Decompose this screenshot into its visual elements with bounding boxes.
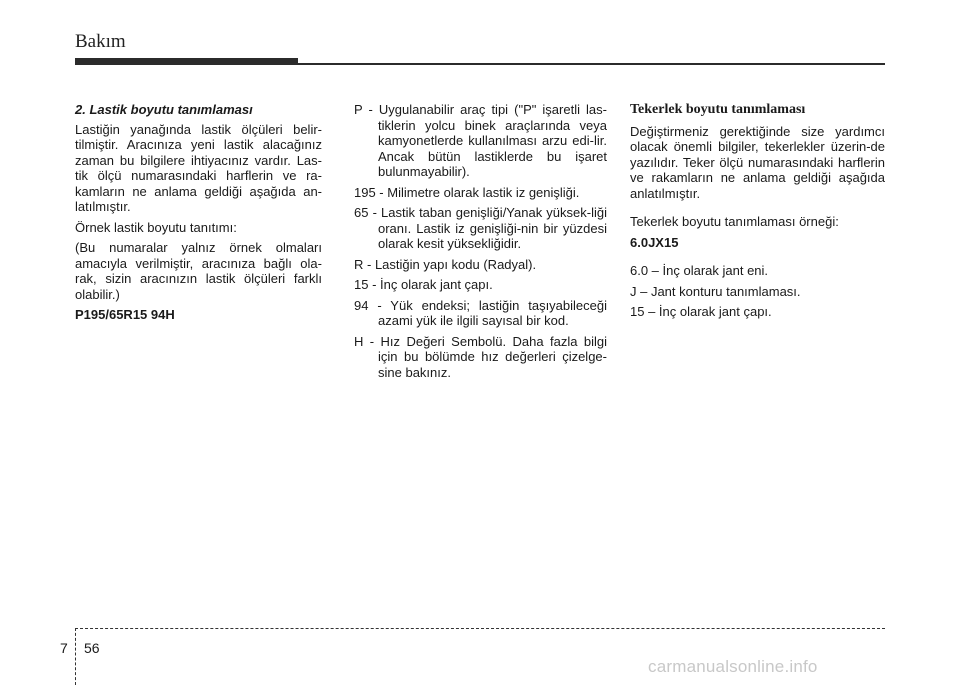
- tire-size-intro: Lastiğin yanağında lastik ölçüleri belir-tilmiştir. Aracınıza yeni lastik alacağınız zaman bu bilgilere ihtiyacınız vardır. Las-tik ölçü numarasındaki harflerin ve ra-kamların ne anlama geldiği aşağıda an-latılmıştır.: [75, 121, 322, 214]
- chapter-number: 7: [60, 640, 68, 656]
- right-column: [630, 102, 885, 325]
- watermark: carmanualsonline.info: [648, 657, 818, 676]
- wheel-definition-diameter: 15 – İnç olarak jant çapı.: [630, 304, 772, 319]
- tire-size-subheading: 2. Lastik boyutu tanımlaması: [75, 102, 253, 117]
- tire-size-code: P195/65R15 94H: [75, 307, 175, 322]
- footer-divider: [75, 628, 76, 685]
- wheel-size-example-label: Tekerlek boyutu tanımlaması örneği:: [630, 214, 839, 229]
- wheel-definition-contour: J – Jant konturu tanımlaması.: [630, 283, 801, 299]
- definition-p: P - Uygulanabilir araç tipi ("P" işaretli las-tiklerin yolcu binek araçlarında veya kamyonetlerde kullanılması arzu edi-lir. Ancak bütün lastiklerde bu işaret bulunmayabilir).: [354, 102, 607, 179]
- middle-column: [354, 102, 607, 385]
- page-number: 56: [84, 640, 100, 656]
- definition-h: H - Hız Değeri Sembolü. Daha fazla bilgi için bu bölümde hız değerleri çizelge-sine bakınız.: [354, 333, 607, 380]
- definition-195: 195 - Milimetre olarak lastik iz genişliği.: [354, 184, 580, 200]
- wheel-definition-width: 6.0 – İnç olarak jant eni.: [630, 263, 769, 278]
- header-bar: [75, 58, 298, 65]
- section-title: Bakım: [75, 31, 126, 52]
- wheel-size-intro: Değiştirmeniz gerektiğinde size yardımcı olacak önemli bilgiler, tekerlekler üzerin-de yazılıdır. Teker ölçü numarasındaki harflerin ve rakamların ne anlama geldiği aşağıda anlatılmıştır.: [630, 123, 885, 201]
- tire-size-example-label: Örnek lastik boyutu tanıtımı:: [75, 219, 237, 235]
- wheel-size-heading: Tekerlek boyutu tanımlaması: [630, 102, 806, 117]
- tire-size-note: (Bu numaralar yalnız örnek olmaları amacıyla verilmiştir, aracınıza bağlı ola-rak, sizin aracınızın lastik ölçüleri farklı olabilir.): [75, 240, 322, 302]
- footer-rule: [75, 628, 885, 629]
- definition-r: R - Lastiğin yapı kodu (Radyal).: [354, 256, 537, 272]
- header-rule: [298, 63, 885, 65]
- definition-65: 65 - Lastik taban genişliği/Yanak yüksek-liği oranı. Lastik iz genişliği-nin bir yüzdesi olarak kesit yüksekliğidir.: [354, 205, 607, 251]
- wheel-size-code: 6.0JX15: [630, 234, 679, 250]
- definition-94: 94 - Yük endeksi; lastiğin taşıyabileceği azami yük ile ilgili sayısal bir kod.: [354, 297, 607, 328]
- left-column: [75, 102, 322, 328]
- definition-15: 15 - İnç olarak jant çapı.: [354, 277, 493, 292]
